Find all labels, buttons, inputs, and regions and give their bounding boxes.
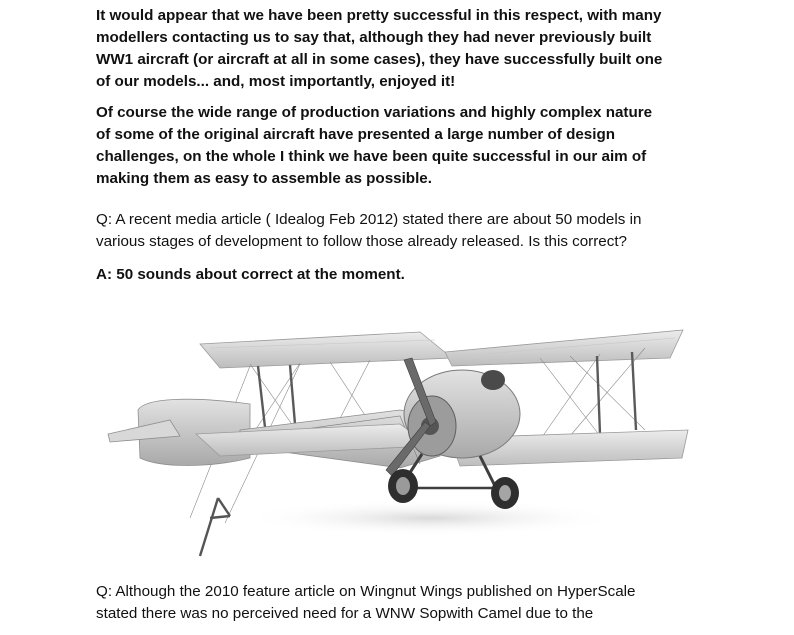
biplane-model-image <box>100 318 700 563</box>
answer-fifty-models <box>96 264 746 286</box>
paragraph-design-challenges <box>96 102 746 190</box>
ground-shadow <box>240 500 620 536</box>
question-sopwith-camel <box>96 581 746 625</box>
text-line: various stages of development to follow those already released. Is this correct? <box>96 233 627 250</box>
text-line: modellers contacting us to say that, although they had never previously built <box>96 29 652 46</box>
tail-skid <box>200 498 230 556</box>
upper-wing <box>200 330 683 368</box>
text-line: challenges, on the whole I think we have been quite successful in our aim of <box>96 148 647 165</box>
text-line: Of course the wide range of production variations and highly complex nature <box>96 104 653 121</box>
text-line: making them as easy to assemble as possible. <box>96 170 432 187</box>
text-line: of some of the original aircraft have presented a large number of design <box>96 126 616 143</box>
text-line: of our models... and, most importantly, enjoyed it! <box>96 73 456 90</box>
question-models-in-development <box>96 209 746 253</box>
text-line: A: 50 sounds about correct at the moment. <box>96 266 405 283</box>
text-line: stated there was no perceived need for a WNW Sopwith Camel due to the <box>96 605 594 622</box>
text-line: Q: Although the 2010 feature article on Wingnut Wings published on HyperScale <box>96 583 636 600</box>
text-line: It would appear that we have been pretty successful in this respect, with many <box>96 7 662 24</box>
paragraph-successful-builds <box>96 5 746 93</box>
text-line: Q: A recent media article ( Idealog Feb 2012) stated there are about 50 models in <box>96 211 642 228</box>
text-line: WW1 aircraft (or aircraft at all in some cases), they have successfully built one <box>96 51 663 68</box>
